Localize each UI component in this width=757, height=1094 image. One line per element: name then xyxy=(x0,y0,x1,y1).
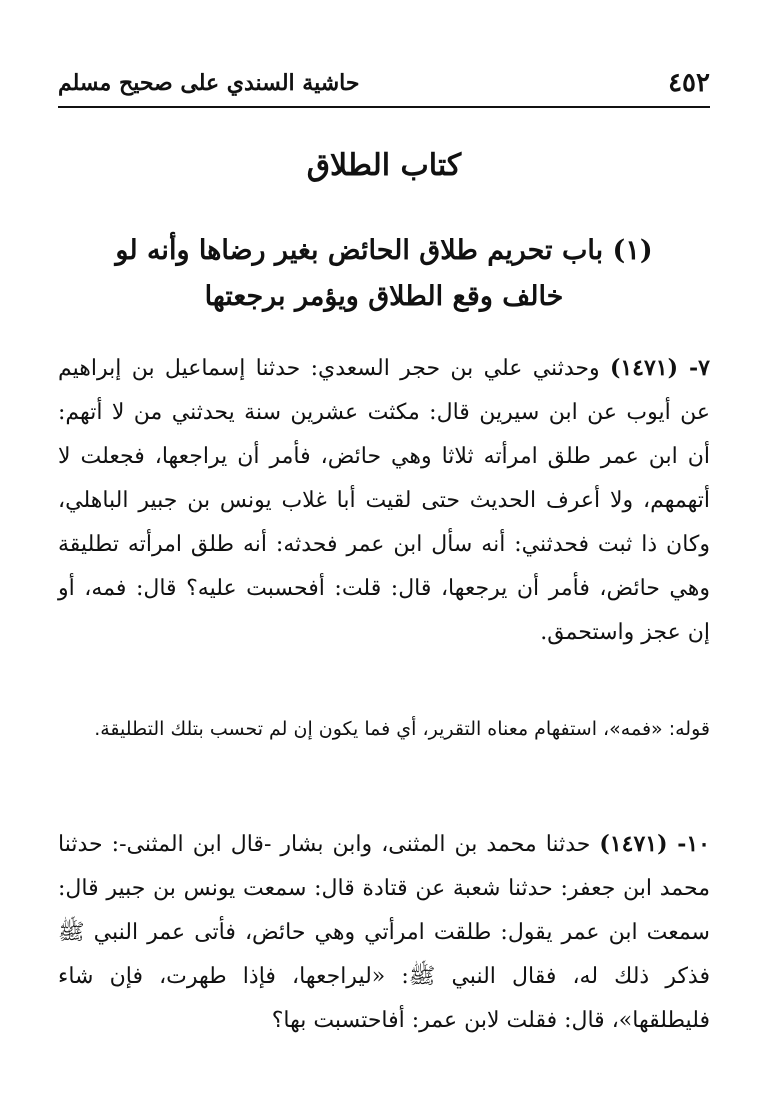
header-divider xyxy=(58,106,710,108)
hadith-2 xyxy=(58,822,710,1043)
page-header xyxy=(58,66,710,106)
book-title: كتاب الطلاق xyxy=(306,148,462,183)
hadith-1 xyxy=(58,346,710,655)
chapter-heading-line-2: خالف وقع الطلاق ويؤمر برجعتها xyxy=(204,281,564,312)
hadith-2-text: حدثنا محمد بن المثنى، وابن بشار -قال ابن المثنى-: حدثنا محمد ابن جعفر: حدثنا شعبة عن قتادة قال: سمعت يونس بن جبير قال: سمعت ابن عمر يقول: طلقت امرأتي وهي حائض، فأتى عمر النبي ﷺ فذكر ذلك له، فقال النبي ﷺ: «ليراجعها، فإذا طهرت، فإن شاء فليطلقها»، قال: فقلت لابن عمر: أفاحتسبت بها؟ xyxy=(58,832,710,1033)
page-number: ٤٥٢ xyxy=(668,68,710,98)
running-title: حاشية السندي على صحيح مسلم xyxy=(58,70,360,96)
hadith-2-number: ١٠- (١٤٧١) xyxy=(599,831,710,857)
hadith-1-number: ٧- (١٤٧١) xyxy=(609,355,710,381)
chapter-heading-line-1: (١) باب تحريم طلاق الحائض بغير رضاها وأنه لو xyxy=(115,235,653,266)
commentary-note: قوله: «فمه»، استفهام معناه التقرير، أي فما يكون إن لم تحسب بتلك التطليقة. xyxy=(94,718,710,740)
hadith-1-text: وحدثني علي بن حجر السعدي: حدثنا إسماعيل بن إبراهيم عن أيوب عن ابن سيرين قال: مكثت عشرين سنة يحدثني من لا أتهم: أن ابن عمر طلق امرأته ثلاثا وهي حائض، فأمر أن يراجعها، فجعلت لا أتهمهم، ولا أعرف الحديث حتى لقيت أبا غلاب يونس بن جبير الباهلي، وكان ذا ثبت فحدثني: أنه سأل ابن عمر فحدثه: أنه طلق امرأته تطليقة وهي حائض، فأمر أن يرجعها، قال: قلت: أفحسبت عليه؟ قال: فمه، أو إن عجز واستحمق. xyxy=(58,356,710,645)
chapter-heading xyxy=(58,228,710,320)
